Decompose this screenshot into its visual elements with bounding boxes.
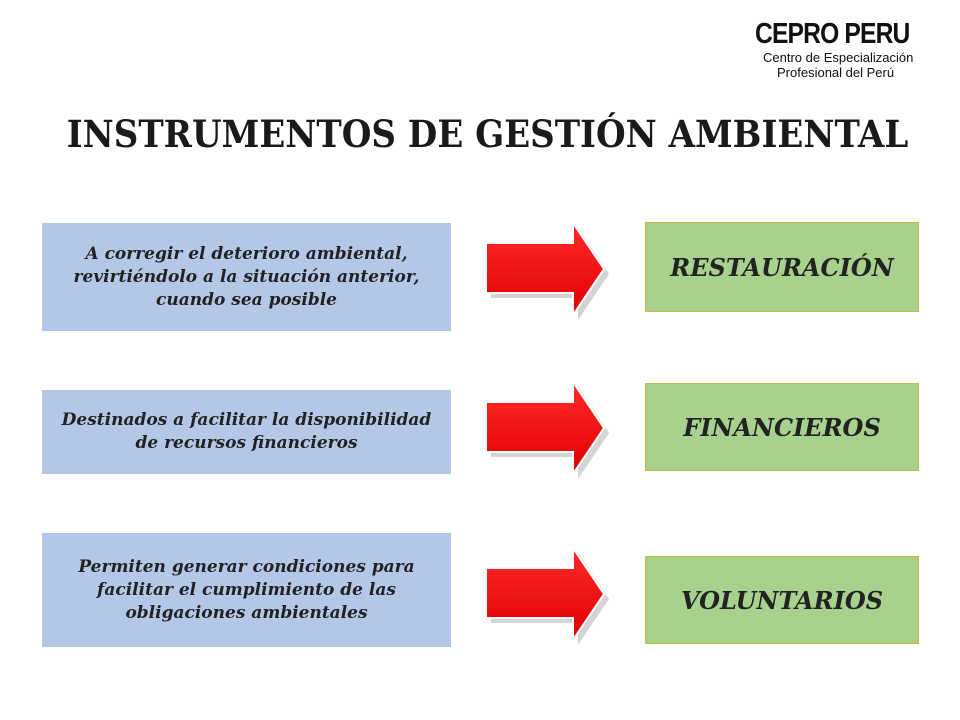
right-arrow-icon [478,222,610,320]
logo-line-1: Centro de Especialización [763,50,914,65]
page-title: INSTRUMENTOS DE GESTIÓN AMBIENTAL [66,112,909,156]
cepro-peru-logo [755,18,945,80]
right-arrow-icon [478,381,610,479]
category-box-financieros: FINANCIEROS [645,383,919,471]
category-box-restauracion: RESTAURACIÓN [645,222,919,312]
logo-name: CEPRO PERU [755,18,910,50]
description-box-restauracion: A corregir el deterioro ambiental, revirtiéndolo a la situación anterior, cuando sea posible [42,223,451,331]
description-box-financieros: Destinados a facilitar la disponibilidad de recursos financieros [42,390,451,474]
description-box-voluntarios: Permiten generar condiciones para facilitar el cumplimiento de las obligaciones ambientales [42,533,451,647]
category-box-voluntarios: VOLUNTARIOS [645,556,919,644]
logo-line-2: Profesional del Perú [777,65,895,80]
right-arrow-icon [478,547,610,645]
